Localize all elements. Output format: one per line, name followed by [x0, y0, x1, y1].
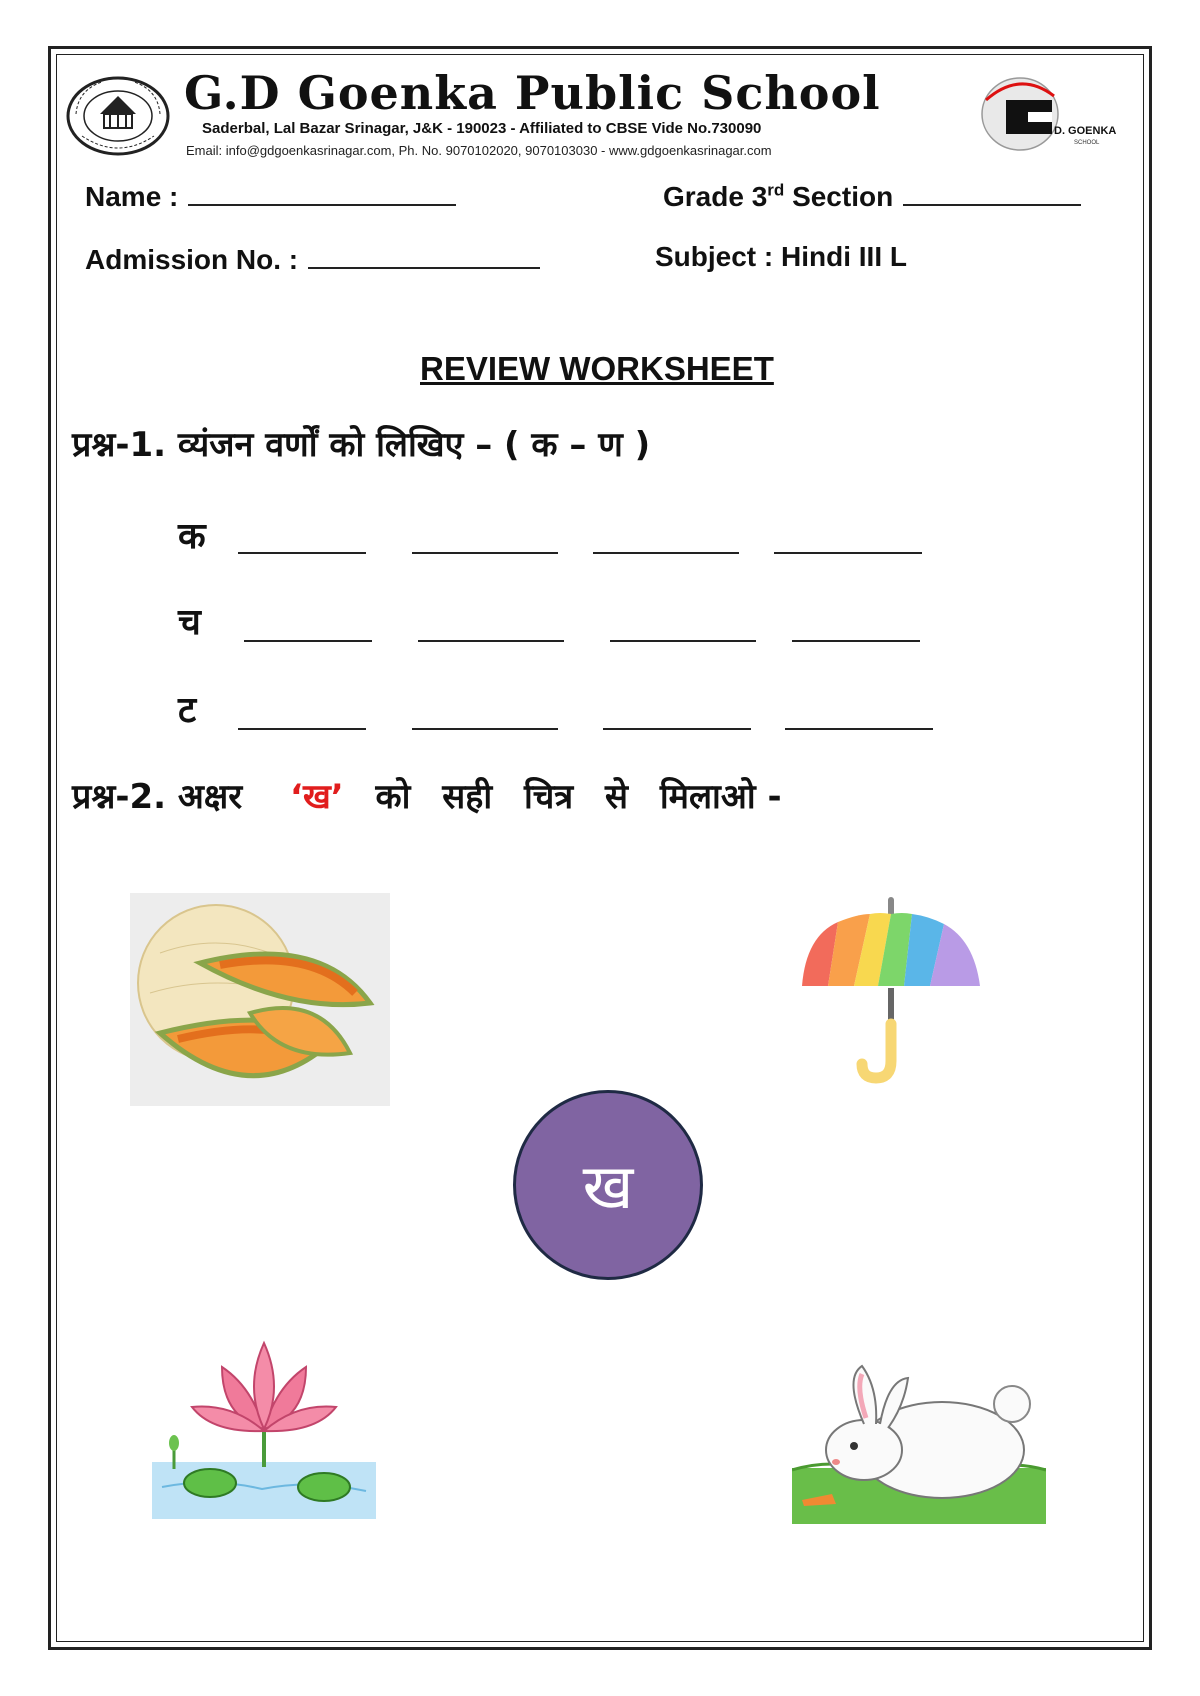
- question-2-word: सही: [442, 777, 493, 817]
- question-2-highlight: ‘ख’: [290, 777, 344, 817]
- question-1-prefix: प्रश्न-1.: [72, 425, 167, 465]
- school-name: G.D Goenka Public School: [184, 66, 881, 120]
- blank-line: [238, 552, 366, 554]
- grade-label: Grade 3: [663, 181, 768, 212]
- letter-kha-circle[interactable]: [513, 1090, 703, 1280]
- melon-picture[interactable]: [130, 893, 390, 1106]
- umbrella-picture[interactable]: [798, 896, 984, 1086]
- worksheet-title: REVIEW WORKSHEET: [420, 350, 774, 387]
- subject-label: Subject : Hindi III L: [655, 241, 907, 272]
- blank-line: [603, 728, 751, 730]
- school-logo-icon: [980, 70, 1150, 160]
- question-2-word: चित्र: [524, 777, 574, 817]
- blank-line: [418, 640, 564, 642]
- center-letter: ख: [582, 1150, 634, 1223]
- blank-line: [792, 640, 920, 642]
- section-label: Section: [792, 181, 894, 212]
- school-contact: Email: info@gdgoenkasrinagar.com, Ph. No. 9070102020, 9070103030 - www.gdgoenkasrinagar.com: [186, 143, 772, 158]
- question-2-word: को: [375, 777, 411, 817]
- school-address: Saderbal, Lal Bazar Srinagar, J&K - 190023 - Affiliated to CBSE Vide No.730090: [202, 120, 762, 137]
- question-2: [72, 772, 782, 818]
- blank-line: [610, 640, 756, 642]
- grade-section-field: [663, 178, 1081, 213]
- logo-subtext: SCHOOL: [1074, 140, 1100, 146]
- question-1-text: व्यंजन वर्णों को लिखिए – ( क – ण ): [177, 425, 651, 465]
- name-blank: [188, 178, 456, 206]
- lotus-picture[interactable]: [152, 1337, 376, 1519]
- blank-line: [412, 728, 558, 730]
- admission-label: Admission No. :: [85, 244, 299, 275]
- school-seal-icon: [62, 74, 174, 158]
- blank-line: [244, 640, 372, 642]
- row-letter-cha: च: [178, 602, 201, 643]
- name-label: Name :: [85, 181, 179, 212]
- question-2-prefix: प्रश्न-2.: [72, 777, 167, 817]
- row-letter-ka: क: [178, 516, 206, 557]
- name-field: [85, 178, 456, 213]
- admission-field: [85, 241, 540, 276]
- grade-superscript: rd: [767, 180, 785, 200]
- blank-line: [412, 552, 558, 554]
- rabbit-picture[interactable]: [792, 1358, 1046, 1524]
- blank-line: [593, 552, 739, 554]
- row-letter-ta: ट: [178, 690, 197, 731]
- section-blank: [903, 178, 1081, 206]
- question-2-word: से: [605, 777, 628, 817]
- question-2-word: अक्षर: [177, 777, 243, 817]
- logo-text: D. GOENKA: [1054, 125, 1117, 137]
- question-1: [72, 420, 650, 466]
- question-2-word: मिलाओ -: [659, 777, 782, 817]
- blank-line: [238, 728, 366, 730]
- admission-blank: [308, 241, 540, 269]
- blank-line: [785, 728, 933, 730]
- blank-line: [774, 552, 922, 554]
